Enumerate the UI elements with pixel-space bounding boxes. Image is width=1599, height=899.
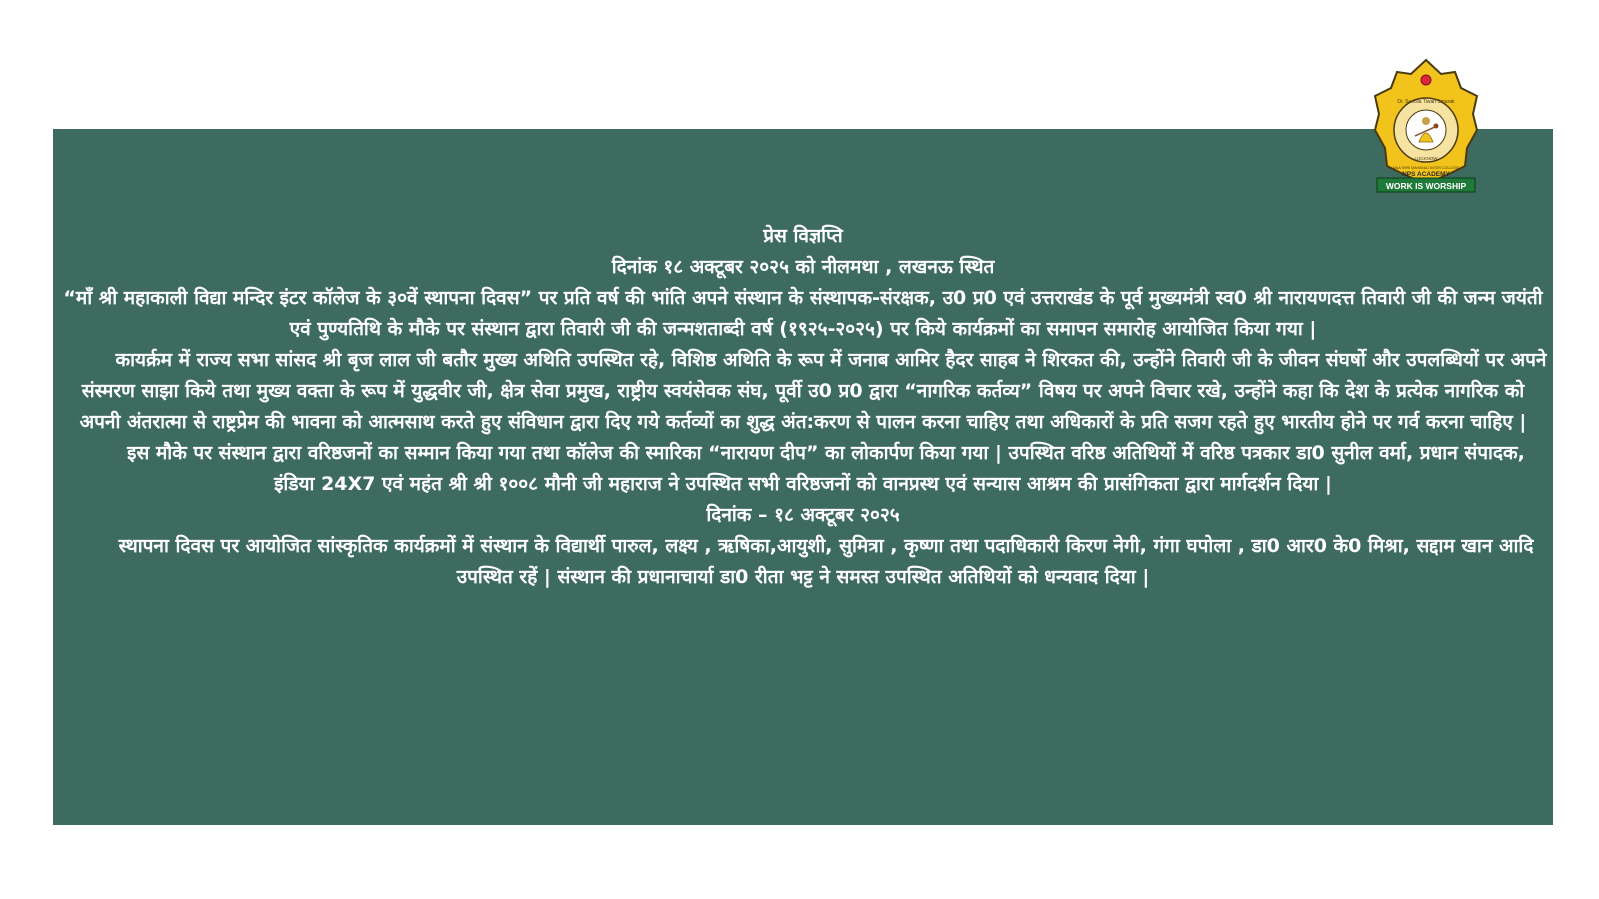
press-release-paragraph-1: कायर्क्रम में राज्य सभा सांसद श्री बृज लाल जी बतौर मुख्य अथिति उपस्थित रहे, विशिष्ठ अथिति के रूप में जनाब आमिर हैदर साहब ने शिरकत की, उन्होंने तिवारी जी के जीवन संघर्षो और उपलब्धियों पर अपने संस्मरण साझा किये तथा मुख्य वक्ता के रूप में युद्धवीर जी, क्षेत्र सेवा प्रमुख, राष्ट्रीय स्वयंसेवक संघ, पूर्वी उ0 प्र0 द्वारा “नागरिक कर्तव्य” विषय पर अपने विचार रखे, उन्होंने कहा कि देश के प्रत्येक नागरिक को अपनी अंतरात्मा से राष्ट्रप्रेम की भावना को आत्मसाथ करते हुए संविधान द्वारा दिए गये कर्तव्यों का शुद्ध अंत:करण से पालन करना चाहिए तथा अधिकारों के प्रति सजग रहते हुए भारतीय होने पर गर्व करना चाहिए |: [79, 349, 1547, 433]
logo-city-text: LUCKNOW: [1414, 156, 1438, 161]
press-release-date-line-2: दिनांक – १८ अक्टूबर २०२५: [706, 504, 900, 526]
press-release-intro: “माँ श्री महाकाली विद्या मन्दिर इंटर कॉलेज के ३०वें स्थापना दिवस” पर प्रति वर्ष की भांति अपने संस्थान के संस्थापक-संरक्षक, उ0 प्र0 एवं उत्तराखंड के पूर्व मुख्यमंत्री स्व0 श्री नारायणदत्त तिवारी जी की जन्म जयंती एवं पुण्यतिथि के मौके पर संस्थान द्वारा तिवारी जी की जन्मशताब्दी वर्ष (१९२५-२०२५) पर किये कार्यक्रमों का समापन समारोह आयोजित किया गया |: [63, 287, 1543, 340]
press-release-content: [59, 221, 1547, 593]
press-release-dateline: दिनांक १८ अक्टूबर २०२५ को नीलमथा , लखनऊ स्थित: [611, 256, 995, 278]
press-release-title: प्रेस विज्ञप्ति: [763, 225, 843, 247]
logo-arc-text: Dr. Sushila Tiwari Smarak: [1397, 99, 1455, 105]
college-logo-emblem-icon: [1369, 58, 1483, 198]
logo-academy-text: NPS ACADEMY: [1402, 171, 1450, 178]
press-release-panel: [53, 129, 1553, 825]
press-release-paragraph-3: स्थापना दिवस पर आयोजित सांस्कृतिक कार्यक्रमों में संस्थान के विद्यार्थी पारुल, लक्ष्य , ऋषिका,आयुशी, सुमित्रा , कृष्णा तथा पदाधिकारी किरण नेगी, गंगा घपोला , डा0 आर0 के0 मिश्रा, सद्दाम खान आदि उपस्थित रहें | संस्थान की प्रधानाचार्या डा0 रीता भट्ट ने समस्त उपस्थित अतिथियों को धन्यवाद दिया |: [118, 535, 1534, 588]
press-release-paragraph-2: इस मौके पर संस्थान द्वारा वरिष्ठजनों का सम्मान किया गया तथा कॉलेज की स्मारिका “नारायण दीप” का लोकार्पण किया गया | उपस्थित वरिष्ठ अतिथियों में वरिष्ठ पत्रकार डा0 सुनील वर्मा, प्रधान संपादक, इंडिया 24X7 एवं महंत श्री श्री १००८ मौनी जी महाराज ने उपस्थित सभी वरिष्ठजनों को वानप्रस्थ एवं सन्यास आश्रम की प्रासंगिकता द्वारा मार्गदर्शन दिया |: [127, 442, 1525, 495]
logo-motto-text: WORK IS WORSHIP: [1385, 181, 1467, 191]
logo-ring-text: MAA SHRI MAHAKALI INTER COLLEGE: [1392, 166, 1460, 170]
college-logo: [1369, 58, 1483, 198]
